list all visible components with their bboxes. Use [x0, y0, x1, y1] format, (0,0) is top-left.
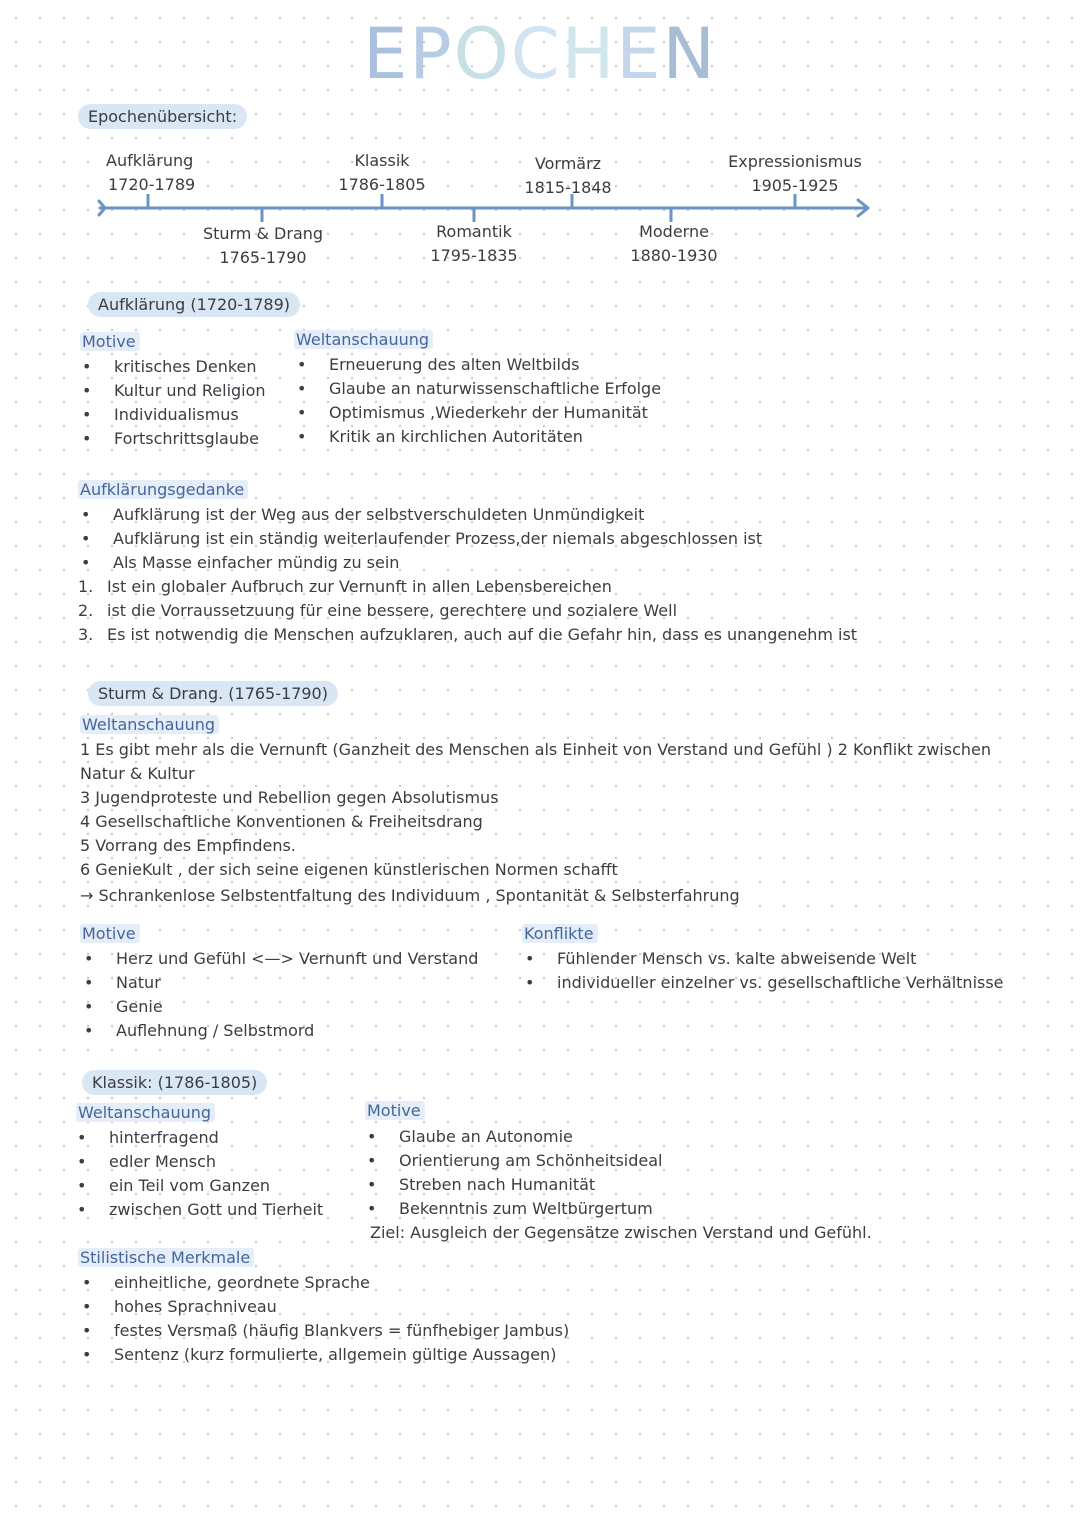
heading-text: Weltanschauung: [80, 715, 219, 734]
list-item: • Fühlender Mensch vs. kalte abweisende Welt: [557, 947, 1004, 971]
heading-text: Weltanschauung: [76, 1103, 215, 1122]
heading-text: Konflikte: [522, 924, 598, 943]
timeline-epoch-top: [78, 149, 218, 197]
list-item: • Sentenz (kurz formulierte, allgemein gültige Aussagen): [114, 1343, 569, 1367]
klassik-motive-list: [399, 1125, 663, 1221]
sturm-konflikte-heading: [522, 924, 598, 943]
aufklaerung-gedanke-list: [113, 503, 762, 575]
text-line: 6 GenieKult , der sich seine eigenen künstlerischen Normen schafft: [80, 860, 618, 879]
list-item: • Glaube an naturwissenschaftliche Erfolge: [329, 377, 661, 401]
klassik-stil-heading: [78, 1248, 254, 1267]
list-item: • Als Masse einfacher mündig zu sein: [113, 551, 762, 575]
numbered-item: [78, 599, 678, 623]
title-letter: O: [453, 13, 511, 95]
epoch-name: Aufklärung: [106, 151, 194, 170]
aufklaerung-welt-list: [329, 353, 661, 449]
item-text: ist die Vorraussetzuung für eine bessere, gerechtere und sozialere Well: [107, 601, 678, 620]
list-item: • Kritik an kirchlichen Autoritäten: [329, 425, 661, 449]
list-item: • Fortschrittsglaube: [114, 427, 266, 451]
epoch-years: 1880-1930: [630, 246, 718, 265]
heading-text: Motive: [80, 332, 140, 351]
epoch-years: 1765-1790: [219, 248, 307, 267]
aufklaerung-gedanke-numbered: [78, 575, 858, 647]
heading-text: Aufklärungsgedanke: [78, 480, 248, 499]
list-item: • hinterfragend: [109, 1126, 323, 1150]
timeline-epoch-bottom: [404, 220, 544, 268]
heading-text: Stilistische Merkmale: [78, 1248, 254, 1267]
item-text: Ist ein globaler Aufbruch zur Vernunft in allen Lebensbereichen: [107, 577, 612, 596]
klassik-welt-heading: [76, 1103, 215, 1122]
list-item: • Herz und Gefühl <—> Vernunft und Verstand: [116, 947, 478, 971]
timeline-epoch-bottom: [604, 220, 744, 268]
list-item: • hohes Sprachniveau: [114, 1295, 569, 1319]
list-item: • Erneuerung des alten Weltbilds: [329, 353, 661, 377]
heading-text: Motive: [365, 1101, 425, 1120]
list-item: • edler Mensch: [109, 1150, 323, 1174]
timeline-epoch-bottom: [188, 222, 338, 270]
text-line: 3 Jugendproteste und Rebellion gegen Absolutismus: [80, 788, 499, 807]
timeline-epoch-top: [498, 152, 638, 200]
klassik-heading: Klassik: (1786-1805): [82, 1070, 267, 1095]
list-item: • festes Versmaß (häufig Blankvers = fünfhebiger Jambus): [114, 1319, 569, 1343]
list-item: • zwischen Gott und Tierheit: [109, 1198, 323, 1222]
numbered-item: [78, 623, 858, 647]
heading-text: Motive: [80, 924, 140, 943]
epoch-years: 1905-1925: [751, 176, 839, 195]
list-item: • Genie: [116, 995, 478, 1019]
epoch-years: 1786-1805: [338, 175, 426, 194]
aufklaerung-gedanke-heading: [78, 480, 248, 499]
klassik-motive-heading: [365, 1101, 425, 1120]
list-item: • ein Teil vom Ganzen: [109, 1174, 323, 1198]
timeline-epoch-top: [312, 149, 452, 197]
list-item: • Bekenntnis zum Weltbürgertum: [399, 1197, 663, 1221]
item-text: Es ist notwendig die Menschen aufzuklaren, auch auf die Gefahr hin, dass es unangenehm ist: [107, 625, 858, 644]
sturm-welt-heading: [80, 715, 219, 734]
title-letter: E: [616, 13, 663, 95]
list-item: • individueller einzelner vs. gesellschaftliche Verhältnisse: [557, 971, 1004, 995]
aufklaerung-motive-heading: [80, 332, 140, 351]
aufklaerung-motive-list: [114, 355, 266, 451]
list-item: • Aufklärung ist ein ständig weiterlaufender Prozess,der niemals abgeschlossen ist: [113, 527, 762, 551]
text-line: 4 Gesellschaftliche Konventionen & Freiheitsdrang: [80, 812, 483, 831]
aufklaerung-heading: Aufklärung (1720-1789): [88, 292, 300, 317]
klassik-welt-list: [109, 1126, 323, 1222]
item-number: 3.: [78, 625, 94, 644]
list-item: • Kultur und Religion: [114, 379, 266, 403]
list-item: • Streben nach Humanität: [399, 1173, 663, 1197]
sturm-motive-list: [116, 947, 478, 1043]
list-item: • Auflehnung / Selbstmord: [116, 1019, 478, 1043]
epoch-name: Klassik: [354, 151, 410, 170]
title-letter: H: [561, 13, 617, 95]
sturm-welt-lines: [80, 738, 991, 908]
sturm-motive-heading: [80, 924, 140, 943]
epoch-years: 1815-1848: [524, 178, 612, 197]
list-item: • Natur: [116, 971, 478, 995]
text-line: → Schrankenlose Selbstentfaltung des Individuum , Spontanität & Selbsterfahrung: [80, 886, 740, 905]
list-item: • Orientierung am Schönheitsideal: [399, 1149, 663, 1173]
klassik-stil-list: [114, 1271, 569, 1367]
epoch-name: Sturm & Drang: [202, 224, 324, 243]
list-item: • einheitliche, geordnete Sprache: [114, 1271, 569, 1295]
overview-heading: Epochenübersicht:: [78, 104, 247, 129]
text-line: 5 Vorrang des Empfindens.: [80, 836, 296, 855]
numbered-item: [78, 575, 612, 599]
title-letter: C: [510, 13, 562, 95]
aufklaerung-welt-heading: [294, 330, 433, 349]
text-line: 1 Es gibt mehr als die Vernunft (Ganzheit des Menschen als Einheit von Verstand und Gefühl ) 2 Konflikt zwischen: [80, 740, 991, 759]
epoch-name: Romantik: [436, 222, 512, 241]
list-item: • Individualismus: [114, 403, 266, 427]
title-letter: P: [409, 13, 454, 95]
list-item: • Glaube an Autonomie: [399, 1125, 663, 1149]
item-number: 2.: [78, 601, 94, 620]
list-item: • kritisches Denken: [114, 355, 266, 379]
epoch-name: Expressionismus: [728, 152, 862, 171]
sturm-heading: Sturm & Drang. (1765-1790): [88, 681, 338, 706]
epoch-years: 1720-1789: [108, 175, 196, 194]
text-line: Natur & Kultur: [80, 764, 195, 783]
epoch-years: 1795-1835: [430, 246, 518, 265]
title-letter: N: [662, 13, 717, 95]
sturm-konflikte-list: [557, 947, 1004, 995]
epoch-name: Vormärz: [534, 154, 602, 173]
list-item: • Optimismus ,Wiederkehr der Humanität: [329, 401, 661, 425]
heading-text: Weltanschauung: [294, 330, 433, 349]
epoch-name: Moderne: [639, 222, 709, 241]
klassik-ziel: Ziel: Ausgleich der Gegensätze zwischen Verstand und Gefühl.: [370, 1223, 872, 1242]
timeline-epoch-top: [715, 150, 875, 198]
page-title: [0, 14, 1080, 94]
item-number: 1.: [78, 577, 94, 596]
list-item: • Aufklärung ist der Weg aus der selbstverschuldeten Unmündigkeit: [113, 503, 762, 527]
title-letter: E: [363, 13, 410, 95]
